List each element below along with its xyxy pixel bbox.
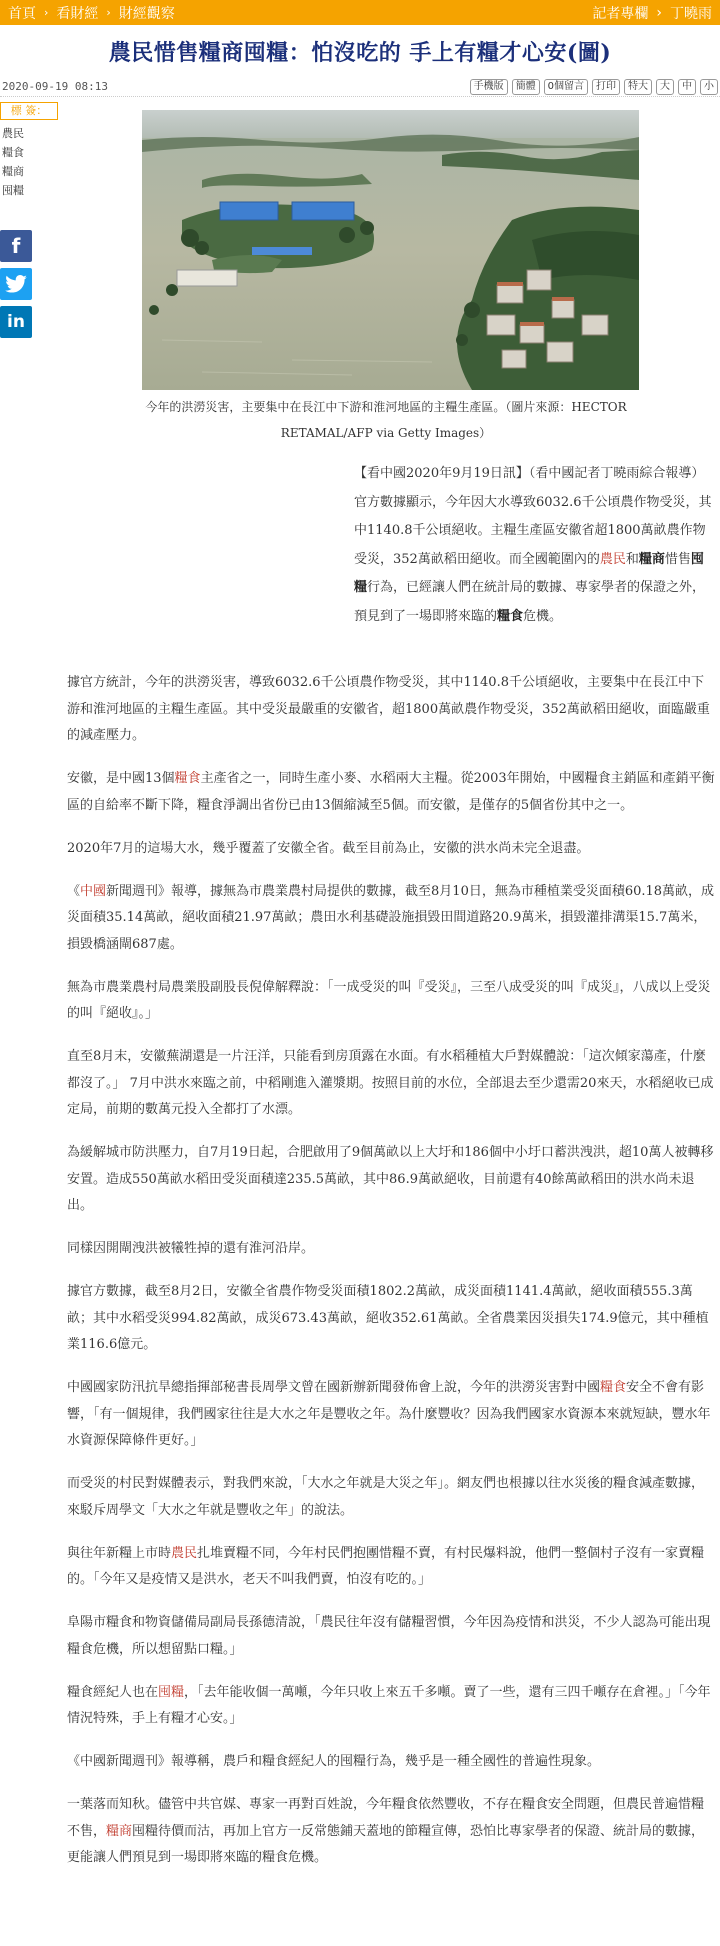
keyword-bold: 糧食 [497,608,524,624]
tags-list [0,124,60,200]
print-button[interactable]: 打印 [592,79,620,95]
tag-item[interactable]: 糧商 [2,165,24,178]
lead-text: 【看中國2020年9月19日訊】（看中國記者丁曉雨綜合報導）官方數據顯示，今年因大水導致6032.6千公頃農作物受災，其中1140.8千公頃絕收。主糧生產區安徽省超1800萬畝農作物受災，352萬畝稻田絕收。而全國範圍內的 [354,466,712,567]
social-share [0,230,60,338]
paragraph: 《中國新聞週刊》報導，據無為市農業農村局提供的數據，截至8月10日，無為市種植業受災面積60.18萬畝，成災面積35.14萬畝，絕收面積21.97萬畝；農田水利基礎設施損毀田間道路20.9萬米，損毀灌排溝渠15.7萬米，損毀橋涵閘687處。 [67,883,715,952]
publish-date: 2020-09-19 08:13 [2,80,108,93]
article-toolbar [470,79,718,95]
paragraph: 糧食經紀人也在囤糧，「去年能收個一萬噸，今年只收上來五千多噸。賣了一些，還有三四千噸存在倉裡。」「今年情況特殊，手上有糧才心安。」 [67,1684,711,1726]
keyword-link[interactable]: 農民 [599,551,626,567]
paragraph: 為緩解城市防洪壓力，自7月19日起，合肥啟用了9個萬畝以上大圩和186個中小圩口蓄洪洩洪，超10萬人被轉移安置。造成550萬畝水稻田受災面積達235.5萬畝，其中86.9萬畝絕收，目前還有40餘萬畝稻田的洪水尚未退出。 [67,1145,714,1213]
paragraph: 與往年新糧上市時農民扎堆賣糧不同，今年村民們抱團惜糧不賣，有村民爆料說，他們一整個村子沒有一家賣糧的。「今年又是疫情又是洪水，老天不叫我們賣，怕沒有吃的。」 [67,1545,705,1587]
keyword-link[interactable]: 糧食 [600,1380,627,1395]
tag-item[interactable]: 農民 [2,127,24,140]
chevron-right-icon: › [656,4,662,21]
keyword-link[interactable]: 囤糧 [158,1684,185,1700]
twitter-bird-icon [5,275,27,293]
linkedin-icon[interactable]: in [0,306,32,338]
chevron-right-icon: › [44,6,49,19]
section-link[interactable]: 財經觀察 [118,5,175,22]
mobile-version-button[interactable]: 手機版 [470,79,508,95]
breadcrumb [8,3,175,23]
author-nav [592,3,712,23]
paragraph: 直至8月末，安徽蕪湖還是一片汪洋，只能看到房頂露在水面。有水稻種植大戶對媒體說：「這次傾家蕩產，什麼都沒了。」 7月中洪水來臨之前，中稻剛進入灌漿期。按照目前的水位，全部退去至少還需20來天，水稻絕收已成定局，前期的數萬元投入全都打了水漂。 [67,1049,714,1117]
paragraph: 安徽，是中國13個糧食主產省之一，同時生產小麥、水稻兩大主糧。從2003年開始，中國糧食主銷區和產銷平衡區的自給率不斷下降，糧食淨調出省份已由13個縮減至5個。而安徽，是僅存的5個省份其中之一。 [67,771,715,813]
font-xlarge-button[interactable]: 特大 [624,79,652,95]
top-nav-bar [0,0,720,25]
twitter-icon[interactable] [0,268,32,300]
tag-item[interactable]: 糧食 [2,146,24,159]
paragraph: 無為市農業農村局農業股副股長倪偉解釋說：「一成受災的叫『受災』，三至八成受災的叫『成災』，八成以上受災的叫『絕收』。」 [67,979,711,1021]
lead-text: 危機。 [523,608,563,624]
keyword-link[interactable]: 糧食 [174,771,201,786]
home-link[interactable]: 首頁 [8,5,36,22]
photo-caption [84,394,688,446]
author-link[interactable]: 丁曉雨 [670,5,712,22]
paragraph: 據官方數據，截至8月2日，安徽全省農作物受災面積1802.2萬畝，成災面積1141.4萬畝，絕收面積555.3萬畝；其中水稻受災994.82萬畝，成災673.43萬畝，絕收352.61萬畝。全省農業因災損失174.9億元，其中種植業116.6億元。 [67,1284,709,1352]
font-small-button[interactable]: 小 [700,79,718,95]
keyword-link[interactable]: 中國 [80,883,107,899]
simplified-button[interactable]: 簡體 [512,79,540,95]
keyword-bold: 糧商 [638,551,665,567]
flood-photo [142,110,639,390]
page-title: 農民惜售糧商囤糧：怕沒吃的 手上有糧才心安(圖) [108,40,612,66]
paragraph: 中國國家防汛抗旱總指揮部秘書長周學文曾在國新辦新聞發佈會上說，今年的洪澇災害對中國糧食安全不會有影響，「有一個規律，我們國家往往是大水之年是豐收之年。為什麼豐收？因為我們國家水資源本來就短缺，豐水年水資源保障條件更好。」 [67,1380,711,1448]
paragraph: 而受災的村民對媒體表示，對我們來說，「大水之年就是大災之年」。網友們也根據以往水災後的糧食減產數據，來駁斥周學文「大水之年就是豐收之年」的說法。 [67,1476,705,1518]
caption-line: 今年的洪澇災害，主要集中在長江中下游和淮河地區的主糧生產區。（圖片來源：HECTOR [145,400,627,414]
column-link[interactable]: 記者專欄 [592,5,649,22]
lead-text: 行為，已經讓人們在統計局的數據、專家學者的保證之外，預見到了一場即將來臨的 [354,580,706,624]
article-meta [0,77,720,97]
paragraph: 阜陽市糧食和物資儲備局副局長孫德清說，「農民往年沒有儲糧習慣，今年因為疫情和洪災，不少人認為可能出現糧食危機，所以想留點口糧。」 [67,1615,711,1657]
font-medium-button[interactable]: 中 [678,79,696,95]
chevron-right-icon: › [106,6,111,19]
paragraph: 《中國新聞週刊》報導稱，農戶和糧食經紀人的囤糧行為，幾乎是一種全國性的普遍性現象。 [67,1754,601,1769]
lead-text: 和 [625,551,639,567]
left-sidebar [0,102,60,338]
keyword-link[interactable]: 農民 [171,1545,198,1561]
tag-item[interactable]: 囤糧 [2,184,24,197]
keyword-link[interactable]: 糧商 [106,1823,133,1839]
finance-link[interactable]: 看財經 [56,5,99,22]
tags-label: 標 簽： [0,102,58,120]
article-photo [142,110,639,390]
keyword-bold: 囤糧 [354,551,704,595]
article-body [67,670,715,1888]
paragraph: 同樣因開閘洩洪被犧牲掉的還有淮河沿岸。 [67,1241,315,1256]
facebook-icon[interactable]: f [0,230,32,262]
comments-button[interactable]: 0個留言 [544,79,588,95]
paragraph: 據官方統計，今年的洪澇災害，導致6032.6千公頃農作物受災，其中1140.8千公頃絕收，主要集中在長江中下游和淮河地區的主糧生產區。其中受災最嚴重的安徽省，超1800萬畝農作物受災，352萬畝稻田絕收，面臨嚴重的減產壓力。 [67,675,710,743]
lead-text: 惜售 [664,551,691,567]
lead-paragraph [354,460,716,631]
font-large-button[interactable]: 大 [656,79,674,95]
caption-line: RETAMAL/AFP via Getty Images） [280,426,492,440]
paragraph: 2020年7月的這場大水，幾乎覆蓋了安徽全省。截至目前為止，安徽的洪水尚未完全退盡。 [67,840,590,856]
paragraph: 一葉落而知秋。儘管中共官媒、專家一再對百姓說，今年糧食依然豐收，不存在糧食安全問題，但農民普遍惜糧不售，糧商囤糧待價而沽，再加上官方一反常態鋪天蓋地的節糧宣傳，恐怕比專家學者的保證、統計局的數據，更能讓人們預見到一場即將來臨的糧食危機。 [67,1797,705,1865]
